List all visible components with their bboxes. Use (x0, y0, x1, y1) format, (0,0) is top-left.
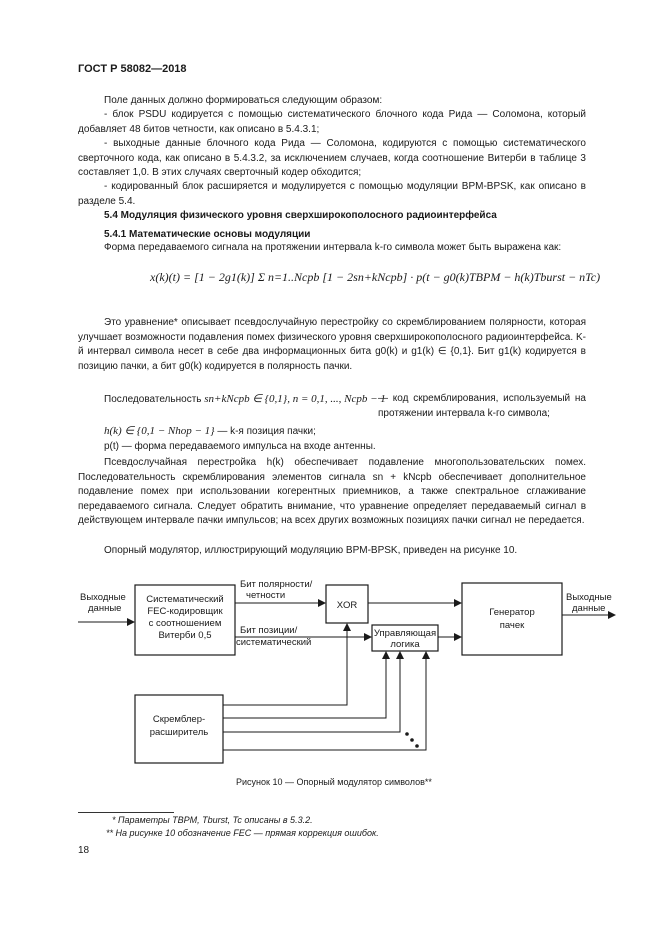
hop-formula: h(k) ∈ {0,1 − Nhop − 1} (104, 425, 215, 437)
body-paragraph-4: p(t) — форма передаваемого импульса на входе антенны. (104, 441, 376, 452)
body-paragraph-5: Псевдослучайная перестройка h(k) обеспечивает подавление многопользовательских помех. Последовательность скремблирования элементов сигнала sn + kNcpb обеспечивает дополнительное подавление помех при использовании когерентных приемников, а также спектральное сглаживание передаваемого сигнала. Следует обратить внимание, что уравнение определяет передаваемый сигнал в действующем интервале пачки импульсов; на всех других возможных позициях пачки сигнал не передается. (78, 457, 586, 527)
scrambler-to-control-arrow-2 (223, 652, 400, 732)
figure-caption: Рисунок 10 — Опорный модулятор символов** (236, 777, 432, 787)
encoder-line-3: с соотношением (148, 618, 222, 629)
position-label-2: систематический (236, 637, 312, 648)
intro-lead: Поле данных должно формироваться следующим образом: (104, 95, 383, 106)
signal-formula: x(k)(t) = [1 − 2g1(k)] Σ n=1..Ncpb [1 − 2sn+kNcpb] · p(t − g0(k)TBPM − h(k)Tburst − nTc) (150, 270, 601, 284)
sequence-formula: sn+kNcpb ∈ {0,1}, n = 0,1, ..., Ncpb − 1 (204, 393, 386, 405)
scrambler-line-2: расширитель (149, 727, 209, 738)
input-label-2: данные (88, 603, 122, 614)
section-text-1: Форма передаваемого сигнала на протяжении интервала k-го символа может быть выражена как: (104, 242, 562, 253)
intro-item-2: - выходные данные блочного кода Рида — Соломона, кодируются с помощью систематического сверточного кода, как описано в 5.4.3.2, за исключением случаев, когда соотношение Витерби в таблице 3 составляет 1,0. В этих случаях сверточный кодер обходится; (78, 138, 586, 179)
xor-label: XOR (336, 600, 358, 611)
control-line-1: Управляющая (373, 628, 437, 639)
encoder-line-4: Витерби 0,5 (158, 630, 212, 641)
generator-block (462, 583, 562, 655)
intro-item-1: - блок PSDU кодируется с помощью систематического блочного кода Рида — Соломона, который добавляет 48 битов четности, как описано в 5.4.3.1; (78, 109, 586, 135)
body-paragraph-6: Опорный модулятор, иллюстрирующий модуляцию BPM-BPSK, приведен на рисунке 10. (104, 545, 518, 556)
modulator-diagram (0, 570, 661, 770)
encoder-line-1: Систематический (146, 594, 224, 605)
polarity-label-1: Бит полярности/ (240, 579, 313, 590)
output-label-2: данные (572, 603, 606, 614)
position-label-1: Бит позиции/ (240, 625, 298, 636)
section-subtitle: 5.4.1 Математические основы модуляции (104, 229, 311, 240)
ellipsis-dot (415, 744, 419, 748)
section-title: 5.4 Модуляция физического уровня сверхширокополосного радиоинтерфейса (104, 210, 497, 221)
sequence-lead: Последовательность (104, 394, 202, 405)
body-paragraph-1: Это уравнение* описывает псевдослучайную перестройку со скремблированием полярности, которая улучшает возможности подавления помех физического уровня сверхширокополосного радиоинтерфейса. K-й интервал символа несет в себе два информационных бита g0(k) и g1(k) ∈ {0,1}. Бит g1(k) кодируется в позицию пачки, а бит g0(k) кодируется в полярность пачки. (78, 317, 586, 372)
control-line-2: логика (390, 639, 420, 650)
standard-header: ГОСТ Р 58082—2018 (78, 63, 187, 75)
polarity-label-2: четности (246, 590, 286, 601)
generator-line-2: пачек (499, 620, 525, 631)
output-label-1: Выходные (566, 592, 612, 603)
generator-line-1: Генератор (489, 607, 535, 618)
scrambler-to-control-arrow-1 (223, 652, 386, 718)
encoder-line-2: FEC-кодировщик (147, 606, 223, 617)
ellipsis-dot (405, 732, 409, 736)
ellipsis-dot (410, 738, 414, 742)
scrambler-to-control-arrow-3 (223, 652, 426, 750)
intro-item-3: - кодированный блок расширяется и модулируется с помощью модуляции BPM-BPSK, как описано в разделе 5.4. (78, 181, 586, 207)
body-paragraph-3 (104, 424, 316, 437)
hop-desc: — k-я позиция пачки; (217, 426, 316, 437)
input-label-1: Выходные (80, 592, 126, 603)
footnote-divider (78, 812, 174, 813)
footnote-2: ** На рисунке 10 обозначение FEC — прямая коррекция ошибок. (106, 828, 379, 838)
footnote-1: * Параметры TBPM, Tburst, Tc описаны в 5.3.2. (112, 815, 313, 825)
scrambler-line-1: Скремблер- (152, 714, 206, 725)
sequence-desc: — код скремблирования, используемый на протяжении интервала k-го символа; (378, 393, 586, 419)
page-number: 18 (78, 845, 90, 856)
